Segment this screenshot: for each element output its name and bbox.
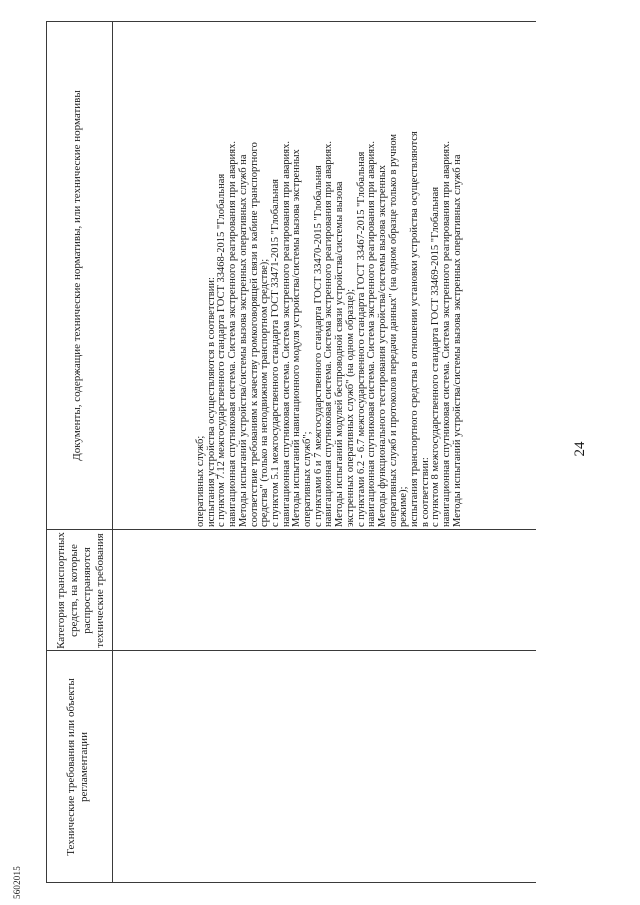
text-line: оперативных служб";: [302, 431, 314, 527]
document-stamp: 5602015: [12, 866, 22, 899]
text-line: навигационная спутниковая система. Система экстренного реагирования при авариях.: [366, 140, 378, 527]
text-line: средства" (только на неподвижном транспортном средстве);: [259, 258, 271, 527]
documents-cell-text: [196, 25, 464, 530]
text-line: с пунктом 5.1 межгосударственного стандарта ГОСТ 33471-2015 "Глобальная: [269, 179, 281, 527]
text-line: испытания устройства осуществляются в соответствии:: [205, 277, 217, 527]
text-line: с пунктом 7.12 межгосударственного стандарта ГОСТ 33468-2015 "Глобальная: [216, 173, 228, 527]
header-documents: Документы, содержащие технические нормативы, или технические нормативы: [71, 90, 83, 461]
text-line: с пунктами 6 и 7 межгосударственного стандарта ГОСТ 33470-2015 "Глобальная: [312, 165, 324, 527]
text-line: в соответствии:: [419, 457, 431, 527]
text-line: с пунктом 8 межгосударственного стандарта ГОСТ 33469-2015 "Глобальная: [430, 186, 442, 527]
text-line: оперативных служб;: [195, 435, 206, 527]
header-vehicle-category: Категория транспортных средств, на которые распространяются технические требования: [55, 532, 106, 649]
header-bottom-border: [112, 21, 113, 883]
text-line: навигационная спутниковая система. Система экстренного реагирования при авариях.: [441, 140, 453, 527]
table-left-border: [46, 882, 536, 883]
text-line: Методы функционального тестирования устройства/системы вызова экстренных: [376, 164, 388, 527]
regulation-table: [46, 21, 536, 883]
text-line: с пунктами 6.2 - 6.7 межгосударственного стандарта ГОСТ 33467-2015 "Глобальная: [355, 151, 367, 527]
header-requirements: Технические требования или объекты регламентации: [65, 678, 90, 856]
text-line: навигационная спутниковая система. Система экстренного реагирования при авариях.: [227, 140, 239, 527]
text-line: режиме);: [398, 486, 410, 527]
column-divider-1: [46, 650, 536, 651]
text-line: навигационная спутниковая система. Система экстренного реагирования при авариях.: [323, 140, 335, 527]
table-top-border: [46, 21, 47, 883]
page-number: 24: [572, 441, 588, 457]
text-line: Методы испытаний устройства/системы вызова экстренных оперативных служб на: [237, 154, 249, 527]
text-line: навигационная спутниковая система. Система экстренного реагирования при авариях.: [280, 140, 292, 527]
text-line: Методы испытаний модулей беспроводной связи устройства/системы вызова: [334, 181, 346, 527]
text-line: Методы испытаний устройства/системы вызова экстренных оперативных служб на: [451, 154, 463, 527]
table-right-border: [46, 21, 536, 22]
text-line: оперативных служб и протоколов передачи данных" (на одном образце только в ручном: [387, 133, 399, 527]
text-line: Методы испытаний навигационного модуля устройства/системы вызова экстренных: [291, 149, 303, 527]
text-line: экстренных оперативных служб" (на одном образце);: [344, 288, 356, 527]
text-line: соответствие требованиям к качеству громкоговорящей связи в кабине транспортного: [248, 142, 260, 527]
text-line: испытания транспортного средства в отношении установки устройства осуществляются: [409, 131, 421, 527]
